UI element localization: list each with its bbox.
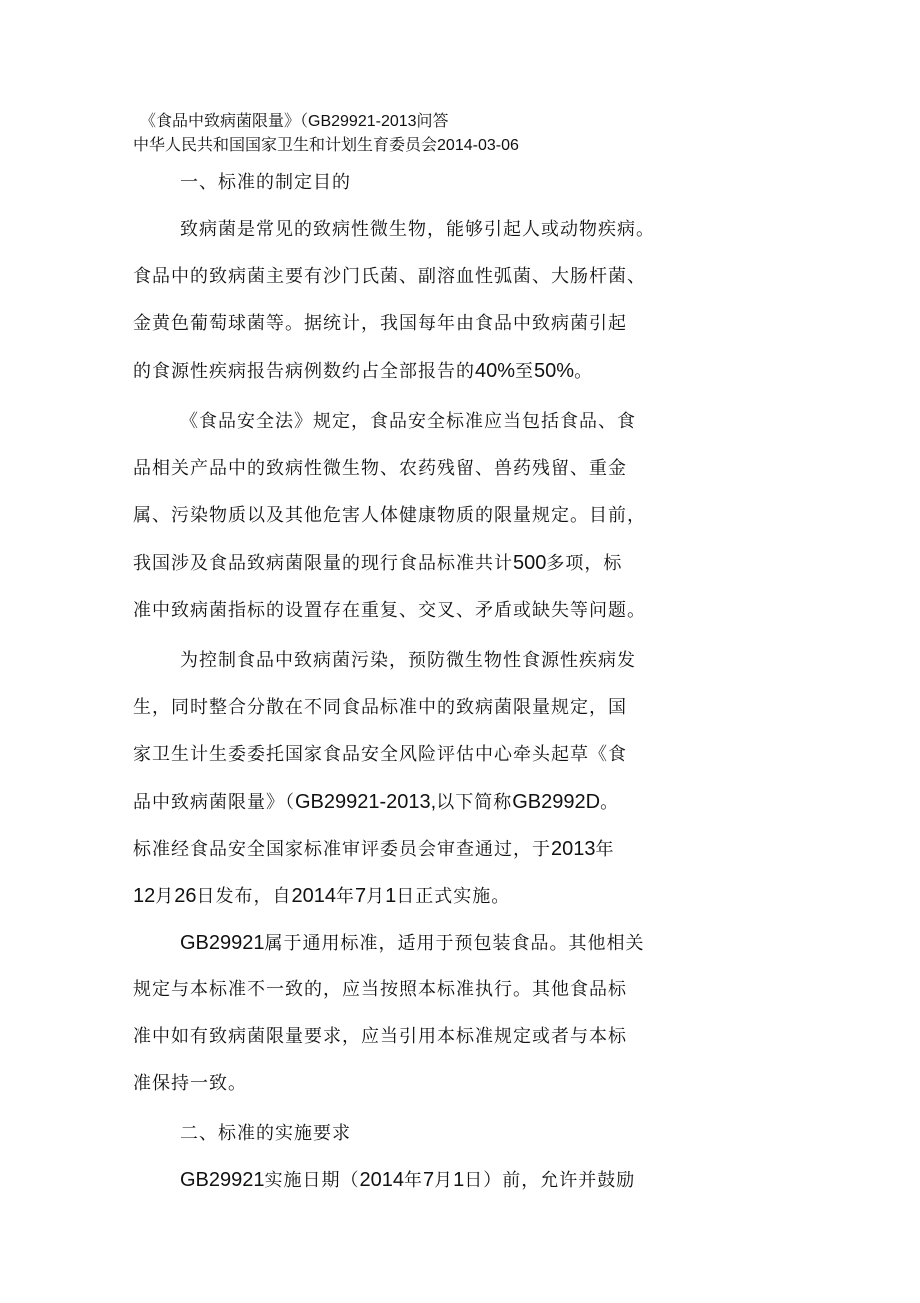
- paragraph-line: 食品中的致病菌主要有沙门氏菌、副溶血性弧菌、大肠杆菌、: [133, 266, 646, 287]
- paragraph-line: GB29921实施日期（2014年7月1日）前，允许并鼓励: [180, 1169, 636, 1191]
- paragraph-line: 《食品安全法》规定，食品安全标准应当包括食品、食: [180, 411, 636, 432]
- paragraph-line: 为控制食品中致病菌污染，预防微生物性食源性疾病发: [180, 650, 636, 671]
- paragraph-line: 品相关产品中的致病性微生物、农药残留、兽药残留、重金: [133, 458, 627, 479]
- paragraph-line: 标准经食品安全国家标准审评委员会审查通过，于2013年: [133, 838, 615, 860]
- paragraph-line: 的食源性疾病报告病例数约占全部报告的40%至50%。: [133, 360, 594, 382]
- document-issuer: 中华人民共和国国家卫生和计划生育委员会2014-03-06: [133, 135, 519, 154]
- paragraph-line: 品中致病菌限量》（GB29921-2013,以下简称GB2992D。: [133, 791, 620, 813]
- paragraph-line: 我国涉及食品致病菌限量的现行食品标准共计500多项，标: [133, 552, 623, 574]
- section-heading-1: 一、标准的制定目的: [180, 172, 351, 193]
- paragraph-line: 生，同时整合分散在不同食品标准中的致病菌限量规定，国: [133, 697, 627, 718]
- paragraph-line: 致病菌是常见的致病性微生物，能够引起人或动物疾病。: [180, 219, 655, 240]
- paragraph-line: 规定与本标准不一致的，应当按照本标准执行。其他食品标: [133, 979, 627, 1000]
- section-heading-2: 二、标准的实施要求: [180, 1123, 351, 1144]
- paragraph-line: 12月26日发布，自2014年7月1日正式实施。: [133, 885, 511, 907]
- paragraph-line: 准保持一致。: [133, 1073, 247, 1094]
- paragraph-line: 家卫生计生委委托国家食品安全风险评估中心牵头起草《食: [133, 744, 627, 765]
- document-title: 《食品中致病菌限量》（GB29921-2013问答: [140, 111, 449, 130]
- paragraph-line: 准中致病菌指标的设置存在重复、交叉、矛盾或缺失等问题。: [133, 600, 646, 621]
- paragraph-line: 金黄色葡萄球菌等。据统计，我国每年由食品中致病菌引起: [133, 313, 627, 334]
- paragraph-line: 属、污染物质以及其他危害人体健康物质的限量规定。目前，: [133, 505, 646, 526]
- paragraph-line: 准中如有致病菌限量要求，应当引用本标准规定或者与本标: [133, 1026, 627, 1047]
- paragraph-line: GB29921属于通用标准，适用于预包装食品。其他相关: [180, 932, 645, 954]
